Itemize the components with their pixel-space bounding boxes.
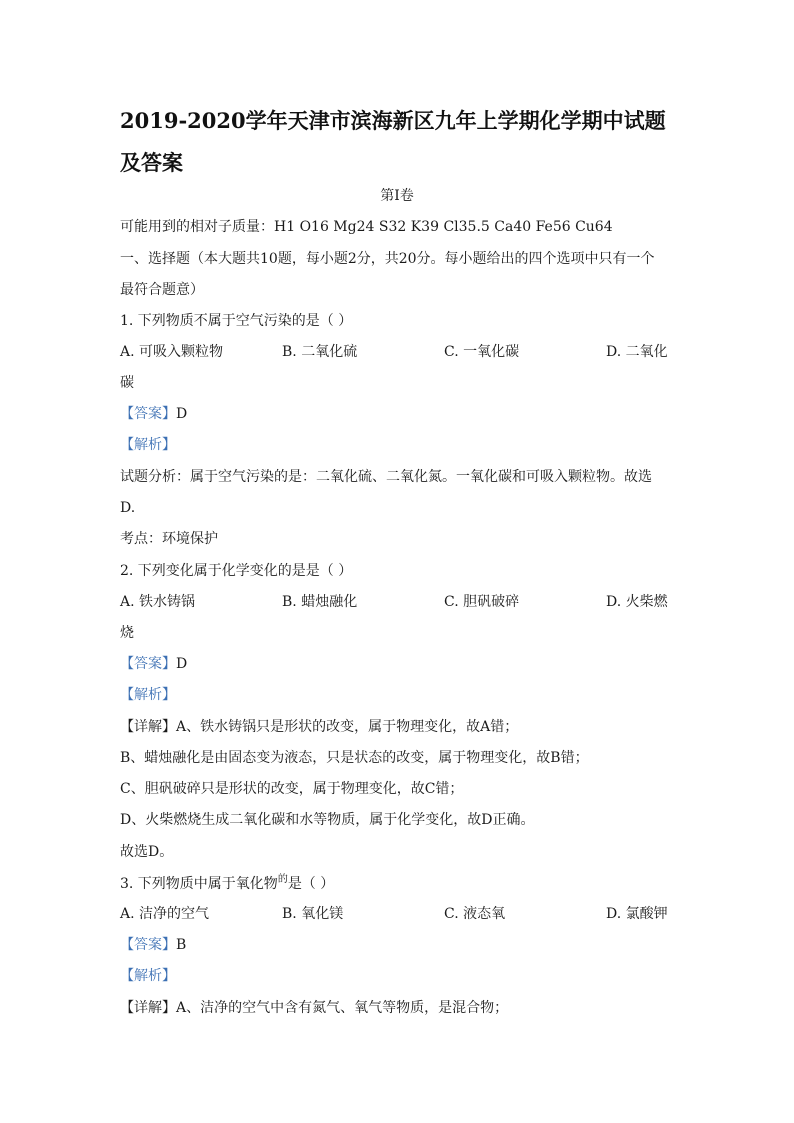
q1-option-b: B. 二氧化硫 [282, 344, 358, 360]
q1-kaodian: 考点：环境保护 [120, 531, 218, 547]
q2-detail-a-text: A、铁水铸锅只是形状的改变，属于物理变化，故A错； [176, 719, 519, 735]
q3-stem-sup: 的 [277, 874, 288, 885]
q3-detail-a-text: A、洁净的空气中含有氮气、氧气等物质，是混合物； [176, 1000, 509, 1016]
q2-answer [120, 654, 187, 674]
q2-detail-a [120, 717, 518, 737]
q2-detail-d: D、火柴燃烧生成二氧化碳和水等物质，属于化学变化，故D正确。 [120, 812, 535, 828]
q3-option-d: D. 氯酸钾 [606, 906, 668, 922]
answer-tag: 【答案】 [120, 937, 176, 953]
atomic-masses: 可能用到的相对子质量：H1 O16 Mg24 S32 K39 Cl35.5 Ca40 Fe56 Cu64 [120, 219, 613, 235]
q3-stem-part1: 3. 下列物质中属于氧化物 [120, 876, 278, 892]
q3-detail-a [120, 998, 508, 1018]
q3-option-c: C. 液态氧 [444, 906, 506, 922]
q2-option-b: B. 蜡烛融化 [282, 594, 358, 610]
q2-analysis-tag: 【解析】 [120, 687, 176, 703]
q1-option-wrap: 碳 [120, 375, 134, 391]
q1-analysis-tag: 【解析】 [120, 437, 176, 453]
q2-detail-b: B、蜡烛融化是由固态变为液态，只是状态的改变，属于物理变化，故B错； [120, 750, 589, 766]
q1-answer [120, 404, 187, 424]
q2-option-wrap: 烧 [120, 625, 134, 641]
q1-answer-value: D [176, 406, 188, 422]
answer-tag: 【答案】 [120, 406, 176, 422]
part1-heading-line1: 一、选择题（本大题共10题，每小题2分，共20分。每小题给出的四个选项中只有一个 [120, 251, 655, 267]
q1-option-a: A. 可吸入颗粒物 [120, 344, 224, 360]
q1-stem: 1. 下列物质不属于空气污染的是（ ） [120, 313, 353, 329]
part1-heading-line2: 最符合题意） [120, 282, 204, 298]
detail-tag: 【详解】 [120, 1000, 176, 1016]
q3-stem [120, 874, 334, 896]
detail-tag: 【详解】 [120, 719, 176, 735]
page-title: 2019-2020学年天津市滨海新区九年上学期化学期中试题及答案 [120, 108, 666, 175]
q1-option-c: C. 一氧化碳 [444, 344, 520, 360]
q3-analysis-tag: 【解析】 [120, 968, 176, 984]
q2-option-a: A. 铁水铸锅 [120, 594, 196, 610]
section-label: 第Ⅰ卷 [380, 188, 414, 204]
q1-analysis-line1: 试题分析：属于空气污染的是：二氧化硫、二氧化氮。一氧化碳和可吸入颗粒物。故选 [120, 469, 652, 485]
q2-answer-value: D [176, 656, 188, 672]
q1-option-d: D. 二氧化 [606, 344, 668, 360]
q1-analysis-line2: D. [120, 500, 136, 516]
q2-option-c: C. 胆矾破碎 [444, 594, 520, 610]
q3-option-a: A. 洁净的空气 [120, 906, 210, 922]
q2-option-d: D. 火柴燃 [606, 594, 668, 610]
q3-option-b: B. 氧化镁 [282, 906, 344, 922]
q3-stem-part2: 是（ ） [287, 876, 335, 892]
q2-conclusion: 故选D。 [120, 844, 174, 860]
q2-stem: 2. 下列变化属于化学变化的是是（ ） [120, 563, 353, 579]
answer-tag: 【答案】 [120, 656, 176, 672]
q3-answer [120, 935, 186, 955]
q3-answer-value: B [176, 937, 187, 953]
q2-detail-c: C、胆矾破碎只是形状的改变，属于物理变化，故C错； [120, 781, 464, 797]
